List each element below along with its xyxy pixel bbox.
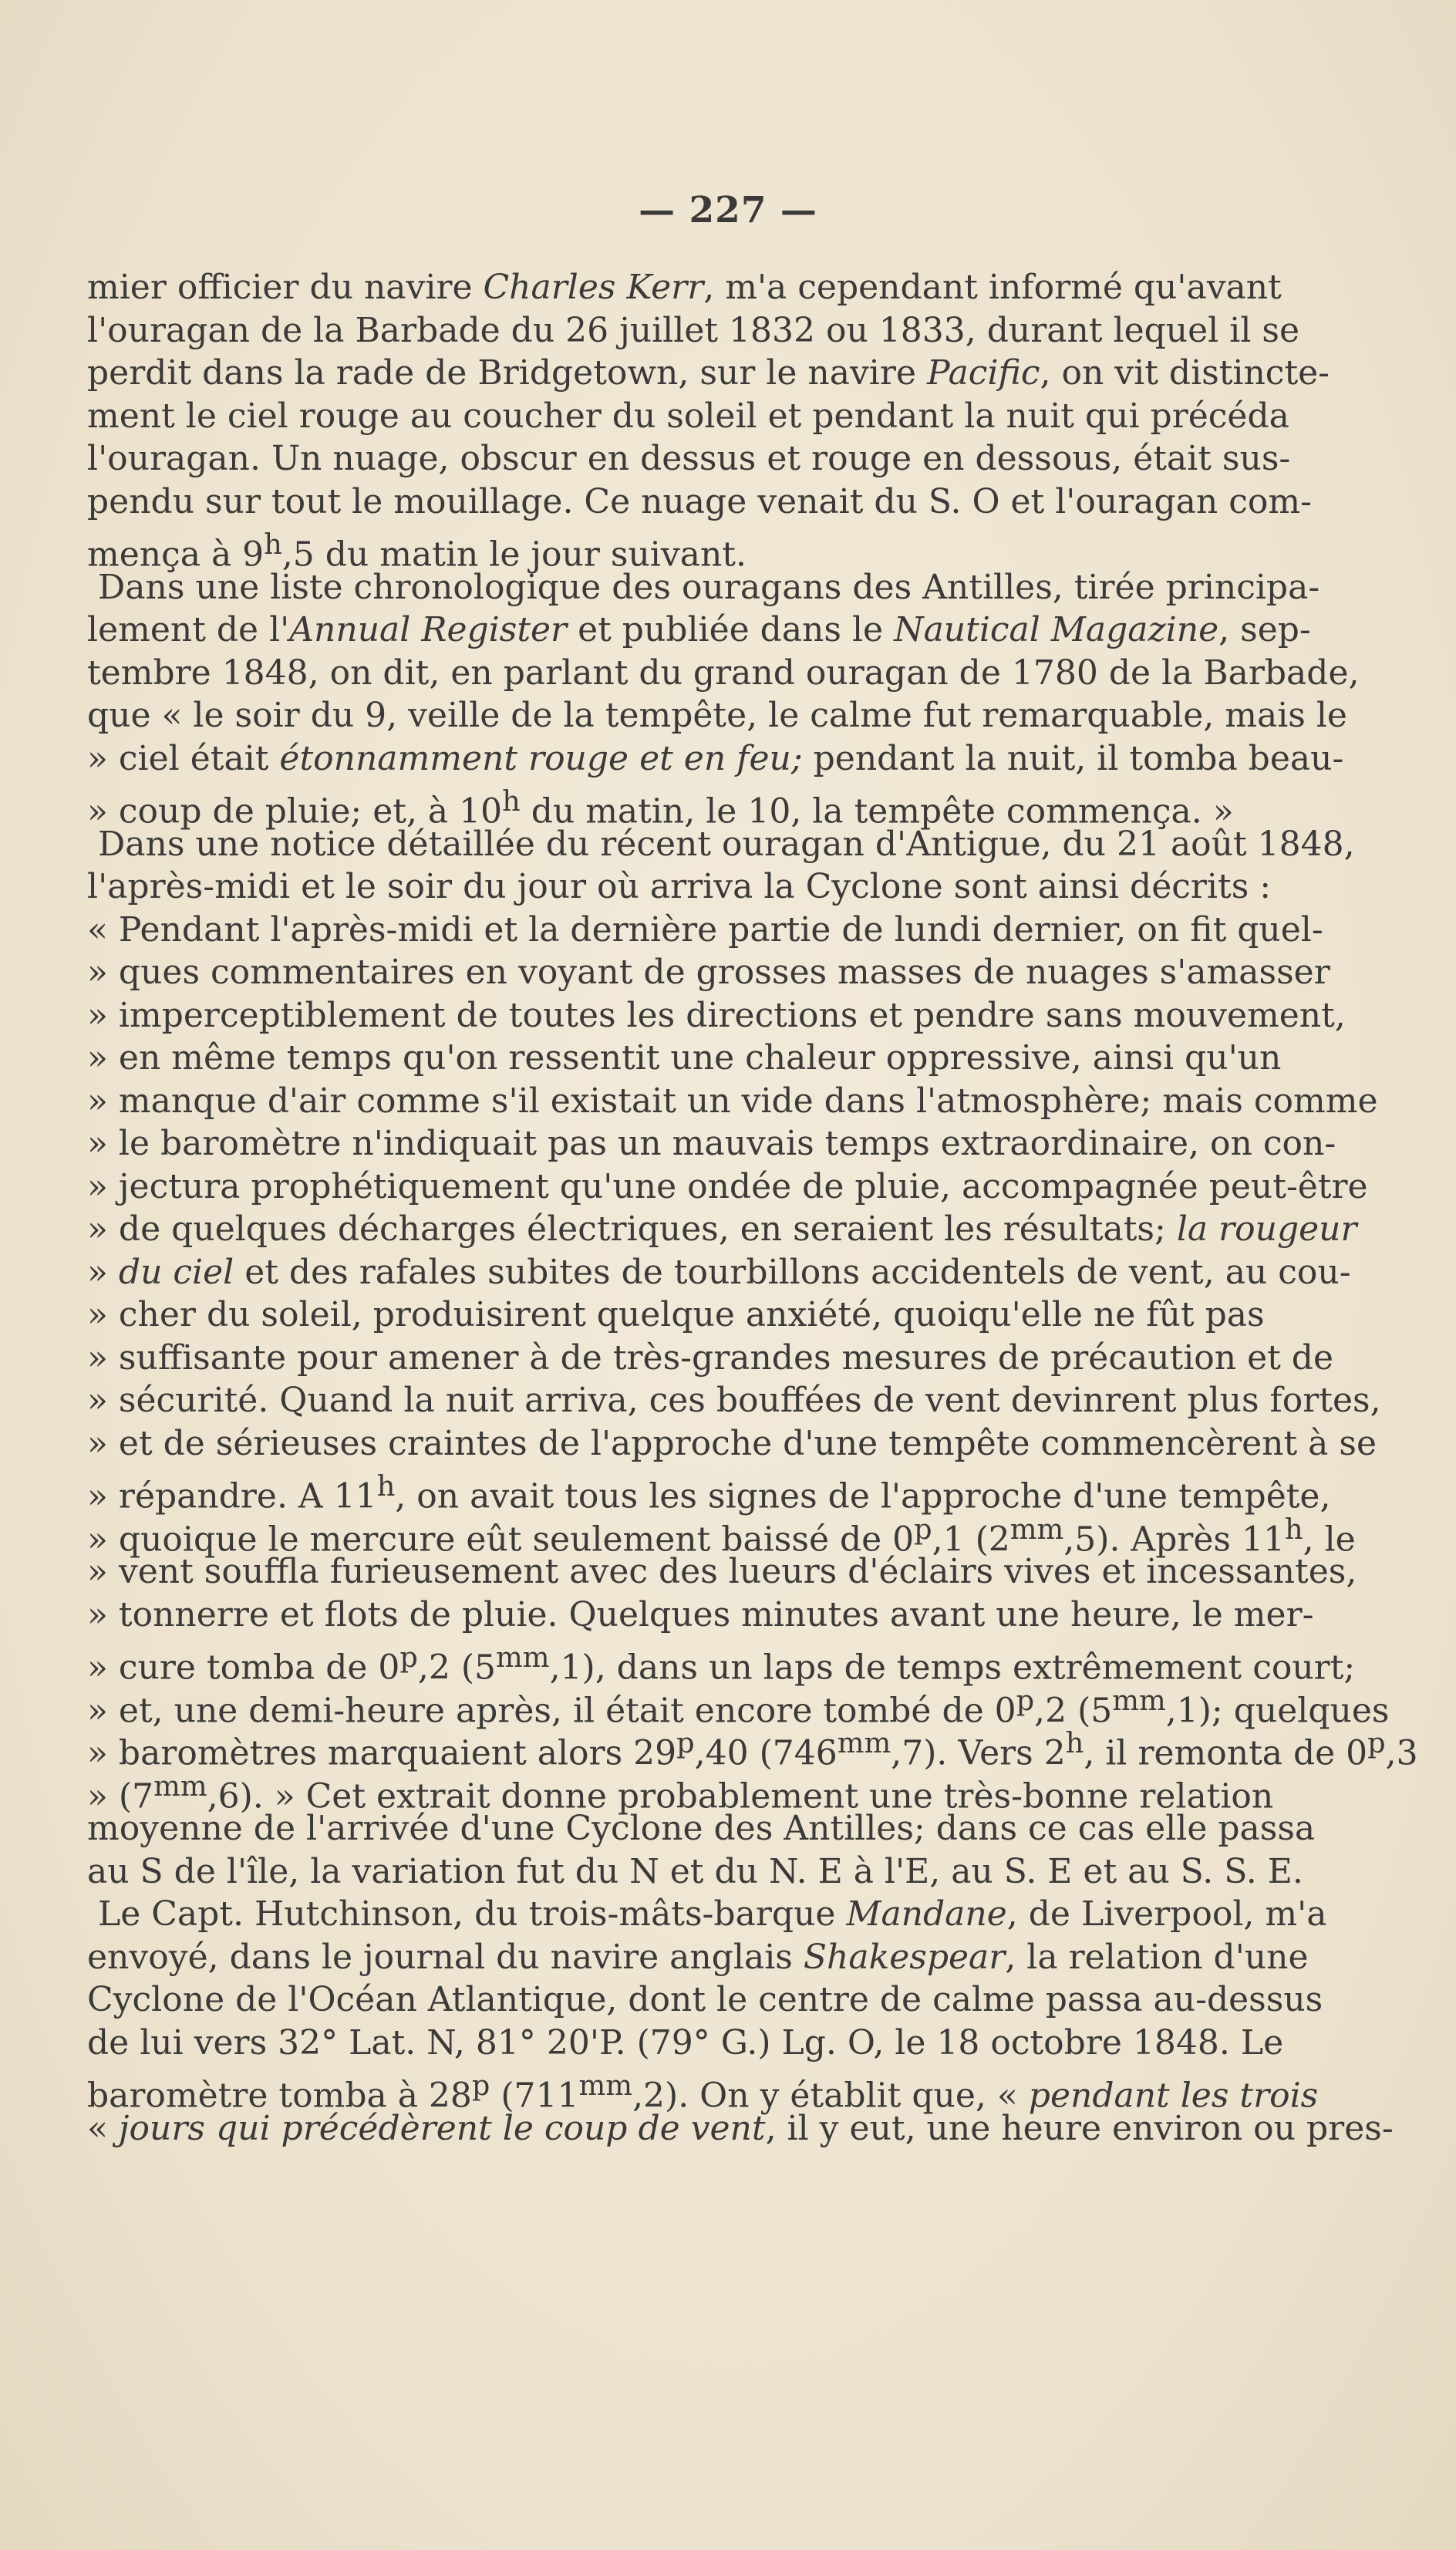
text-line: lement de l'Annual Register et publiée dans le Nautical Magazine, sep- — [87, 610, 1311, 649]
text-line: perdit dans la rade de Bridgetown, sur le navire Pacific, on vit distincte- — [87, 353, 1330, 393]
text-line: » répandre. A 11$^h$, on avait tous les signes de l'approche d'une tempête, — [87, 1469, 1331, 1516]
text-line: » vent souffla furieusement avec des lueurs d'éclairs vives et incessantes, — [87, 1552, 1357, 1591]
body-text — [87, 266, 1418, 2150]
text-line: » $(7^{mm},6)$. » Cet extrait donne probablement une très-bonne relation — [87, 1769, 1274, 1816]
text-line: baromètre tomba à 28$^p$ $(711^{mm},2)$. On y établit que, « pendant les trois — [87, 2069, 1319, 2116]
text-line: » et de sérieuses craintes de l'approche d'une tempête commencèrent à se — [87, 1423, 1377, 1463]
text-line: » de quelques décharges électriques, en seraient les résultats; la rougeur — [87, 1209, 1357, 1249]
text-line: Cyclone de l'Océan Atlantique, dont le centre de calme passa au-dessus — [87, 1980, 1323, 2019]
text-line: l'ouragan. Un nuage, obscur en dessus et rouge en dessous, était sus- — [87, 439, 1291, 478]
text-line: » tonnerre et flots de pluie. Quelques minutes avant une heure, le mer- — [87, 1594, 1314, 1634]
text-line: » manque d'air comme s'il existait un vide dans l'atmosphère; mais comme — [87, 1081, 1378, 1121]
text-line: » quoique le mercure eût seulement baissé de 0$^p$,1 $(2^{mm},5)$. Après 11$^h$, le — [87, 1512, 1356, 1560]
text-line: » imperceptiblement de toutes les directions et pendre sans mouvement, — [87, 995, 1346, 1035]
text-line: Le Capt. Hutchinson, du trois-mâts-barque Mandane, de Liverpool, m'a — [98, 1894, 1327, 1934]
text-line: ment le ciel rouge au coucher du soleil et pendant la nuit qui précéda — [87, 396, 1289, 436]
text-line: mença à 9$^h$,5 du matin le jour suivant. — [87, 528, 747, 575]
text-line: » ciel était étonnamment rouge et en feu; pendant la nuit, il tomba beau- — [87, 738, 1344, 778]
text-line: » et, une demi-heure après, il était encore tombé de 0$^p$,2 $(5^{mm},1)$; quelques — [87, 1683, 1390, 1731]
text-line: l'après-midi et le soir du jour où arriva la Cyclone sont ainsi décrits : — [87, 867, 1272, 906]
text-line: que « le soir du 9, veille de la tempête, le calme fut remarquable, mais le — [87, 696, 1347, 735]
text-line: » sécurité. Quand la nuit arriva, ces bouffées de vent devinrent plus fortes, — [87, 1381, 1381, 1420]
text-line: » baromètres marquaient alors 29$^p$,40 $(746^{mm},7)$. Vers 2$^h$, il remonta de 0$^p$,3 — [87, 1726, 1418, 1773]
text-line: » suffisante pour amener à de très-grandes mesures de précaution et de — [87, 1337, 1334, 1378]
text-line: envoyé, dans le journal du navire anglais Shakespear, la relation d'une — [87, 1937, 1309, 1977]
text-line: » cure tomba de 0$^p$,2 $(5^{mm},1)$, dans un laps de temps extrêmement court; — [87, 1641, 1356, 1688]
text-line: » jectura prophétiquement qu'une ondée de pluie, accompagnée peut-être — [87, 1166, 1368, 1206]
text-line: » ques commentaires en voyant de grosses masses de nuages s'amasser — [87, 953, 1330, 992]
text-line: pendu sur tout le mouillage. Ce nuage venait du S. O et l'ouragan com- — [87, 481, 1312, 521]
text-line: moyenne de l'arrivée d'une Cyclone des Antilles; dans ce cas elle passa — [87, 1809, 1316, 1848]
text-line: de lui vers 32° Lat. N, 81° 20'P. (79° G.) Lg. O, le 18 octobre 1848. Le — [87, 2022, 1284, 2063]
text-line: mier officier du navire Charles Kerr, m'a cependant informé qu'avant — [87, 268, 1282, 307]
text-line: » cher du soleil, produisirent quelque anxiété, quoiqu'elle ne fût pas — [87, 1295, 1265, 1334]
text-line: « jours qui précédèrent le coup de vent, il y eut, une heure environ ou pres- — [87, 2108, 1394, 2148]
page-number: — 227 — — [639, 189, 817, 231]
text-line: Dans une notice détaillée du récent ouragan d'Antigue, du 21 août 1848, — [98, 824, 1355, 864]
text-line: l'ouragan de la Barbade du 26 juillet 1832 ou 1833, durant lequel il se — [87, 310, 1299, 350]
text-line: » du ciel et des rafales subites de tourbillons accidentels de vent, au cou- — [87, 1252, 1351, 1292]
text-line: » coup de pluie; et, à 10$^h$ du matin, le 10, la tempête commença. » — [87, 784, 1234, 831]
text-line: Dans une liste chronologique des ouragans des Antilles, tirée principa- — [98, 567, 1320, 607]
text-line: » le baromètre n'indiquait pas un mauvais temps extraordinaire, on con- — [87, 1124, 1336, 1163]
text-line: « Pendant l'après-midi et la dernière partie de lundi dernier, on fit quel- — [87, 909, 1323, 950]
text-line: au S de l'île, la variation fut du N et du N. E à l'E, au S. E et au S. S. E. — [87, 1851, 1303, 1891]
text-line: tembre 1848, on dit, en parlant du grand ouragan de 1780 de la Barbade, — [87, 653, 1360, 693]
text-line: » en même temps qu'on ressentit une chaleur oppressive, ainsi qu'un — [87, 1038, 1282, 1078]
